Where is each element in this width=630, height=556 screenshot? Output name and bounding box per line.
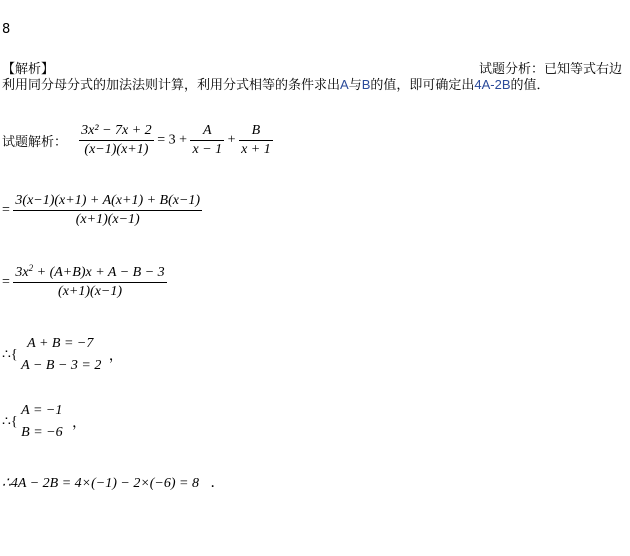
step2-denominator: (x+1)(x−1) xyxy=(75,212,140,227)
step1-fraction-b xyxy=(239,122,273,159)
step-2 xyxy=(2,192,202,229)
final-period: ． xyxy=(210,476,225,491)
analysis-line xyxy=(2,74,550,93)
final-result: ∴4A − 2B = 4×(−1) − 2×(−6) = 8 xyxy=(2,476,199,491)
step4-comma: ， xyxy=(108,349,123,364)
step1-fraction-a-den: x − 1 xyxy=(192,142,223,157)
solution-label: 试题解析： xyxy=(2,135,68,150)
system2-line2: B = −6 xyxy=(21,425,63,440)
system2-line1: A = −1 xyxy=(21,403,63,418)
system1-line2: A − B − 3 = 2 xyxy=(21,358,102,373)
step-1 xyxy=(2,122,273,159)
step3-numerator: $3x^2 + (A+B)x + A - B - 3$ xyxy=(13,264,166,283)
step1-numerator: 3x² − 7x + 2 xyxy=(79,122,154,141)
step3-fraction xyxy=(13,264,166,301)
step1-fraction-a-num: A xyxy=(190,122,224,141)
step2-equals: = xyxy=(2,202,10,218)
analysis-text-c: 的值． xyxy=(510,78,550,93)
step-6 xyxy=(2,472,224,492)
step5-comma: ， xyxy=(72,416,87,431)
step1-equals-three: = 3 + xyxy=(157,132,187,148)
system1-line1: A + B = −7 xyxy=(27,336,94,351)
step1-fraction-a xyxy=(190,122,224,159)
step1-denominator: (x−1)(x+1) xyxy=(84,142,149,157)
step4-therefore: ∴{ xyxy=(2,347,18,363)
step-3 xyxy=(2,264,167,301)
conjunction: 与 xyxy=(348,78,362,93)
step3-denominator: (x+1)(x−1) xyxy=(58,284,123,299)
equation-system-2 xyxy=(21,400,62,444)
variable-b: B xyxy=(361,77,371,92)
answer-value: 8 xyxy=(2,22,11,37)
step-4 xyxy=(2,333,123,377)
step2-numerator: 3(x−1)(x+1) + A(x+1) + B(x−1) xyxy=(13,192,202,211)
analysis-text-b: 的值，即可确定出 xyxy=(370,78,475,93)
equation-system-1 xyxy=(21,333,101,377)
step1-fraction-b-den: x + 1 xyxy=(241,142,271,157)
analysis-text-a: 利用同分母分式的加法法则计算，利用分式相等的条件求出 xyxy=(2,78,341,93)
step1-plus: + xyxy=(227,132,236,148)
step1-main-fraction xyxy=(79,122,154,159)
step3-equals: = xyxy=(2,274,10,290)
step-5 xyxy=(2,400,86,444)
analysis-lead: 试题分析：已知等式右边 xyxy=(478,62,622,77)
analysis-label: 【解析】 xyxy=(2,62,55,77)
variable-a: A xyxy=(340,77,349,92)
step1-fraction-b-num: B xyxy=(239,122,273,141)
step2-fraction xyxy=(13,192,202,229)
target-expression: 4A-2B xyxy=(474,77,511,92)
step5-therefore: ∴{ xyxy=(2,414,18,430)
